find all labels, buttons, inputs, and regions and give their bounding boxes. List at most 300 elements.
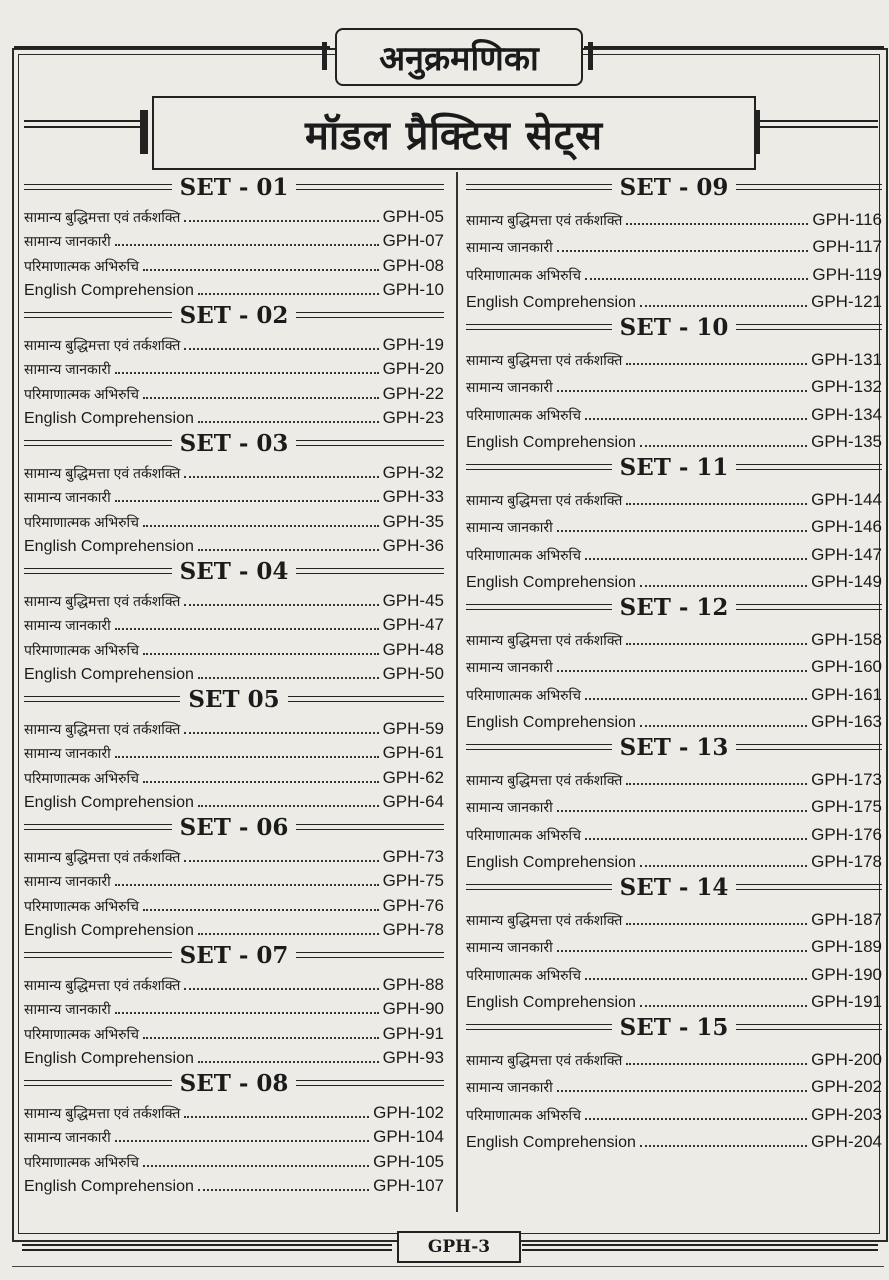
entry-label: परिमाणात्मक अभिरुचि — [24, 769, 140, 786]
dot-leader — [198, 677, 379, 679]
section-banner: मॉडल प्रैक्टिस सेट्स — [152, 96, 756, 170]
set-heading — [466, 732, 882, 762]
toc-entry — [466, 902, 882, 930]
dot-leader — [198, 1061, 379, 1063]
dot-leader — [115, 884, 379, 886]
toc-entry — [466, 257, 882, 285]
dot-leader — [198, 1189, 369, 1191]
dot-leader — [557, 1090, 807, 1092]
set-section — [24, 556, 444, 684]
heading-rule — [736, 884, 882, 890]
entry-page: GPH-149 — [811, 572, 882, 591]
entry-label: परिमाणात्मक अभिरुचि — [24, 1025, 140, 1042]
entry-page: GPH-173 — [811, 769, 882, 789]
heading-rule — [466, 324, 612, 330]
dot-leader — [184, 348, 378, 350]
entry-label: परिमाणात्मक अभिरुचि — [466, 826, 582, 843]
toc-entry — [24, 1019, 444, 1044]
dot-leader — [198, 933, 379, 935]
entry-page: GPH-187 — [811, 909, 882, 929]
set-title: SET - 06 — [179, 813, 289, 841]
entry-label: English Comprehension — [466, 574, 636, 591]
entry-label: सामान्य जानकारी — [24, 489, 111, 505]
entry-page: GPH-119 — [812, 264, 882, 284]
entry-page: GPH-32 — [382, 462, 444, 482]
entry-label: English Comprehension — [24, 1178, 194, 1195]
entry-page: GPH-10 — [382, 280, 444, 299]
entry-label: परिमाणात्मक अभिरुचि — [24, 257, 140, 274]
heading-rule — [736, 1024, 882, 1030]
dot-leader — [640, 305, 807, 307]
entry-page: GPH-158 — [811, 629, 882, 649]
toc-entry — [24, 660, 444, 685]
entry-label: परिमाणात्मक अभिरुचि — [24, 513, 140, 530]
toc-entry — [24, 867, 444, 892]
entry-label: सामान्य जानकारी — [466, 659, 553, 675]
entry-page: GPH-107 — [373, 1176, 444, 1195]
entry-label: सामान्य बुद्धिमत्ता एवं तर्कशक्ति — [24, 592, 181, 609]
page-title: अनुक्रमणिका — [335, 28, 583, 86]
entry-label: सामान्य बुद्धिमत्ता एवं तर्कशक्ति — [24, 720, 181, 737]
toc-entry — [24, 1147, 444, 1172]
toc-entry — [24, 995, 444, 1020]
entry-page: GPH-90 — [382, 999, 444, 1018]
set-section — [24, 1068, 444, 1196]
dot-leader — [184, 1116, 369, 1118]
toc-entry — [466, 342, 882, 370]
toc-entry — [24, 458, 444, 483]
entry-label: सामान्य बुद्धिमत्ता एवं तर्कशक्ति — [466, 771, 623, 788]
entry-label: परिमाणात्मक अभिरुचि — [466, 406, 582, 423]
dot-leader — [557, 530, 807, 532]
toc-entry — [24, 379, 444, 404]
set-heading — [24, 940, 444, 970]
toc-entry — [466, 762, 882, 790]
entry-label: English Comprehension — [24, 282, 194, 299]
dot-leader — [143, 269, 379, 271]
entry-label: सामान्य बुद्धिमत्ता एवं तर्कशक्ति — [24, 336, 181, 353]
entry-label: English Comprehension — [24, 1050, 194, 1067]
toc-entry — [466, 957, 882, 985]
toc-entry — [466, 397, 882, 425]
set-section — [466, 312, 882, 452]
set-title: SET - 07 — [179, 941, 289, 969]
set-title: SET - 03 — [179, 429, 289, 457]
banner-rule-left — [24, 120, 144, 128]
heading-rule — [466, 604, 612, 610]
entry-label: सामान्य जानकारी — [24, 361, 111, 377]
entry-page: GPH-121 — [811, 292, 882, 311]
entry-page: GPH-163 — [811, 712, 882, 731]
toc-entry — [466, 817, 882, 845]
toc-entry — [24, 355, 444, 380]
set-heading — [466, 592, 882, 622]
entry-page: GPH-73 — [382, 846, 444, 866]
set-section — [466, 1012, 882, 1152]
set-title: SET - 10 — [619, 313, 729, 341]
entry-page: GPH-146 — [811, 517, 882, 536]
toc-entry — [466, 230, 882, 258]
heading-rule — [466, 744, 612, 750]
set-heading — [24, 812, 444, 842]
entry-label: English Comprehension — [24, 538, 194, 555]
entry-page: GPH-62 — [382, 767, 444, 787]
heading-rule — [736, 184, 882, 190]
entry-label: सामान्य जानकारी — [466, 799, 553, 815]
set-heading — [24, 556, 444, 586]
entry-label: English Comprehension — [466, 434, 636, 451]
set-heading — [466, 172, 882, 202]
set-section — [466, 872, 882, 1012]
heading-rule — [736, 604, 882, 610]
entry-label: परिमाणात्मक अभिरुचि — [24, 641, 140, 658]
set-heading — [466, 312, 882, 342]
entry-page: GPH-75 — [382, 871, 444, 890]
heading-rule — [466, 184, 612, 190]
heading-rule — [24, 184, 172, 190]
entry-label: English Comprehension — [24, 794, 194, 811]
entry-label: परिमाणात्मक अभिरुचि — [466, 546, 582, 563]
entry-page: GPH-35 — [382, 511, 444, 531]
entry-label: English Comprehension — [24, 666, 194, 683]
set-title: SET - 12 — [619, 593, 729, 621]
toc-entry — [466, 790, 882, 818]
toc-entry — [466, 370, 882, 398]
entry-label: English Comprehension — [24, 922, 194, 939]
dot-leader — [184, 604, 378, 606]
entry-page: GPH-64 — [382, 792, 444, 811]
right-column — [466, 172, 882, 1152]
entry-page: GPH-36 — [382, 536, 444, 555]
entry-label: English Comprehension — [466, 1134, 636, 1151]
heading-rule — [736, 744, 882, 750]
dot-leader — [640, 585, 807, 587]
set-title: SET - 13 — [619, 733, 729, 761]
entry-page: GPH-135 — [811, 432, 882, 451]
toc-entry — [24, 1044, 444, 1069]
toc-entry — [24, 227, 444, 252]
dot-leader — [557, 950, 807, 952]
dot-leader — [184, 988, 378, 990]
heading-rule — [736, 464, 882, 470]
toc-entry — [466, 1097, 882, 1125]
entry-label: सामान्य बुद्धिमत्ता एवं तर्कशक्ति — [24, 464, 181, 481]
toc-entry — [24, 635, 444, 660]
entry-label: सामान्य जानकारी — [24, 873, 111, 889]
toc-entry — [24, 788, 444, 813]
entry-page: GPH-132 — [811, 377, 882, 396]
dot-leader — [585, 838, 807, 840]
toc-entry — [24, 763, 444, 788]
entry-label: सामान्य बुद्धिमत्ता एवं तर्कशक्ति — [24, 208, 181, 225]
entry-page: GPH-203 — [811, 1104, 882, 1124]
entry-label: परिमाणात्मक अभिरुचि — [466, 1106, 582, 1123]
entry-label: सामान्य जानकारी — [466, 239, 553, 255]
dot-leader — [626, 923, 807, 925]
toc-entry — [466, 285, 882, 313]
dot-leader — [115, 1012, 379, 1014]
set-heading — [466, 1012, 882, 1042]
footer-rule-right — [522, 1244, 878, 1251]
dot-leader — [557, 810, 807, 812]
set-title: SET - 11 — [619, 453, 729, 481]
entry-label: English Comprehension — [466, 994, 636, 1011]
toc-entry — [466, 677, 882, 705]
dot-leader — [198, 549, 379, 551]
dot-leader — [198, 293, 379, 295]
toc-entry — [24, 611, 444, 636]
entry-page: GPH-45 — [382, 590, 444, 610]
set-heading — [24, 172, 444, 202]
toc-entry — [24, 916, 444, 941]
dot-leader — [585, 1118, 807, 1120]
toc-entry — [466, 930, 882, 958]
dot-leader — [640, 1005, 807, 1007]
title-rule-left — [14, 46, 330, 49]
toc-entry — [466, 1070, 882, 1098]
heading-rule — [24, 312, 172, 318]
dot-leader — [115, 628, 379, 630]
toc-entry — [24, 739, 444, 764]
set-section — [466, 732, 882, 872]
dot-leader — [626, 223, 808, 225]
heading-rule — [296, 312, 444, 318]
toc-entry — [24, 842, 444, 867]
heading-rule — [296, 184, 444, 190]
entry-label: सामान्य बुद्धिमत्ता एवं तर्कशक्ति — [24, 1104, 181, 1121]
heading-rule — [296, 568, 444, 574]
dot-leader — [557, 670, 807, 672]
set-title: SET 05 — [188, 685, 280, 713]
dot-leader — [143, 525, 379, 527]
page-number: GPH-3 — [397, 1231, 521, 1263]
dot-leader — [184, 732, 378, 734]
entry-label: सामान्य जानकारी — [466, 379, 553, 395]
dot-leader — [115, 372, 379, 374]
heading-rule — [466, 1024, 612, 1030]
toc-entry — [466, 845, 882, 873]
toc-entry — [24, 532, 444, 557]
entry-page: GPH-59 — [382, 718, 444, 738]
heading-rule — [24, 824, 172, 830]
set-section — [24, 684, 444, 812]
entry-label: सामान्य जानकारी — [466, 519, 553, 535]
toc-entry — [24, 1172, 444, 1197]
dot-leader — [198, 421, 379, 423]
set-section — [24, 300, 444, 428]
entry-label: सामान्य बुद्धिमत्ता एवं तर्कशक्ति — [466, 911, 623, 928]
dot-leader — [143, 397, 379, 399]
entry-label: परिमाणात्मक अभिरुचि — [24, 897, 140, 914]
dot-leader — [640, 445, 807, 447]
entry-page: GPH-104 — [373, 1127, 444, 1146]
entry-page: GPH-22 — [382, 383, 444, 403]
entry-label: परिमाणात्मक अभिरुचि — [24, 385, 140, 402]
set-heading — [24, 1068, 444, 1098]
toc-entry — [24, 483, 444, 508]
toc-entry — [466, 622, 882, 650]
entry-page: GPH-160 — [811, 657, 882, 676]
dot-leader — [143, 1037, 379, 1039]
dot-leader — [585, 558, 807, 560]
dot-leader — [585, 978, 807, 980]
entry-label: सामान्य बुद्धिमत्ता एवं तर्कशक्ति — [466, 1051, 623, 1068]
entry-label: परिमाणात्मक अभिरुचि — [24, 1153, 140, 1170]
set-heading — [466, 452, 882, 482]
entry-page: GPH-105 — [373, 1151, 444, 1171]
dot-leader — [640, 865, 807, 867]
entry-page: GPH-191 — [811, 992, 882, 1011]
toc-entry — [24, 586, 444, 611]
dot-leader — [184, 220, 378, 222]
set-section — [24, 172, 444, 300]
entry-label: सामान्य जानकारी — [24, 617, 111, 633]
set-section — [24, 940, 444, 1068]
dot-leader — [143, 653, 379, 655]
entry-page: GPH-91 — [382, 1023, 444, 1043]
title-cap-right — [588, 42, 593, 70]
entry-page: GPH-147 — [811, 544, 882, 564]
set-title: SET - 08 — [179, 1069, 289, 1097]
entry-label: English Comprehension — [466, 294, 636, 311]
set-title: SET - 15 — [619, 1013, 729, 1041]
entry-label: सामान्य जानकारी — [24, 1129, 111, 1145]
toc-entry — [24, 1098, 444, 1123]
toc-entry — [466, 510, 882, 538]
toc-entry — [24, 1123, 444, 1148]
heading-rule — [466, 464, 612, 470]
left-column — [24, 172, 444, 1196]
entry-label: सामान्य बुद्धिमत्ता एवं तर्कशक्ति — [466, 351, 623, 368]
dot-leader — [585, 278, 808, 280]
dot-leader — [143, 909, 379, 911]
entry-page: GPH-131 — [811, 349, 882, 369]
entry-label: सामान्य जानकारी — [24, 1001, 111, 1017]
toc-entry — [24, 202, 444, 227]
entry-page: GPH-175 — [811, 797, 882, 816]
toc-entry — [466, 537, 882, 565]
entry-page: GPH-48 — [382, 639, 444, 659]
heading-rule — [466, 884, 612, 890]
entry-label: सामान्य बुद्धिमत्ता एवं तर्कशक्ति — [24, 976, 181, 993]
heading-rule — [296, 952, 444, 958]
title-rule-right — [584, 46, 884, 49]
set-section — [24, 428, 444, 556]
entry-page: GPH-50 — [382, 664, 444, 683]
entry-label: सामान्य बुद्धिमत्ता एवं तर्कशक्ति — [466, 211, 623, 228]
entry-label: सामान्य बुद्धिमत्ता एवं तर्कशक्ति — [24, 848, 181, 865]
entry-page: GPH-23 — [382, 408, 444, 427]
set-heading — [24, 684, 444, 714]
entry-page: GPH-117 — [812, 237, 882, 256]
entry-page: GPH-116 — [812, 209, 882, 229]
dot-leader — [115, 756, 379, 758]
entry-label: सामान्य बुद्धिमत्ता एवं तर्कशक्ति — [466, 631, 623, 648]
entry-page: GPH-189 — [811, 937, 882, 956]
footer-rule-left — [22, 1244, 392, 1251]
heading-rule — [296, 440, 444, 446]
toc-entry — [466, 650, 882, 678]
entry-page: GPH-78 — [382, 920, 444, 939]
set-section — [24, 812, 444, 940]
dot-leader — [198, 805, 379, 807]
entry-label: परिमाणात्मक अभिरुचि — [466, 266, 582, 283]
entry-page: GPH-08 — [382, 255, 444, 275]
dot-leader — [640, 725, 807, 727]
toc-entry — [24, 330, 444, 355]
set-title: SET - 02 — [179, 301, 289, 329]
entry-label: परिमाणात्मक अभिरुचि — [466, 966, 582, 983]
set-section — [466, 592, 882, 732]
entry-page: GPH-176 — [811, 824, 882, 844]
heading-rule — [24, 952, 172, 958]
toc-entry — [24, 891, 444, 916]
toc-entry — [24, 970, 444, 995]
toc-entry — [466, 565, 882, 593]
entry-page: GPH-134 — [811, 404, 882, 424]
dot-leader — [626, 643, 807, 645]
dot-leader — [184, 860, 378, 862]
heading-rule — [288, 696, 444, 702]
heading-rule — [24, 696, 180, 702]
dot-leader — [557, 390, 807, 392]
entry-label: परिमाणात्मक अभिरुचि — [466, 686, 582, 703]
entry-page: GPH-19 — [382, 334, 444, 354]
entry-label: सामान्य बुद्धिमत्ता एवं तर्कशक्ति — [466, 491, 623, 508]
entry-page: GPH-47 — [382, 615, 444, 634]
dot-leader — [626, 783, 807, 785]
toc-entry — [24, 251, 444, 276]
entry-page: GPH-204 — [811, 1132, 882, 1151]
entry-page: GPH-07 — [382, 231, 444, 250]
entry-page: GPH-102 — [373, 1102, 444, 1122]
set-title: SET - 14 — [619, 873, 729, 901]
toc-entry — [466, 482, 882, 510]
dot-leader — [143, 781, 379, 783]
set-title: SET - 09 — [619, 173, 729, 201]
toc-entry — [24, 276, 444, 301]
banner-bar-left — [140, 110, 148, 154]
dot-leader — [640, 1145, 807, 1147]
dot-leader — [626, 363, 807, 365]
bottom-rule — [12, 1266, 884, 1267]
set-section — [466, 172, 882, 312]
entry-page: GPH-200 — [811, 1049, 882, 1069]
set-heading — [24, 300, 444, 330]
dot-leader — [585, 698, 807, 700]
heading-rule — [24, 568, 172, 574]
toc-entry — [466, 202, 882, 230]
entry-page: GPH-93 — [382, 1048, 444, 1067]
entry-label: सामान्य जानकारी — [24, 233, 111, 249]
toc-entry — [24, 714, 444, 739]
heading-rule — [24, 440, 172, 446]
title-cap-left — [322, 42, 327, 70]
toc-entry — [466, 425, 882, 453]
entry-label: English Comprehension — [24, 410, 194, 427]
entry-label: सामान्य जानकारी — [466, 1079, 553, 1095]
entry-page: GPH-61 — [382, 743, 444, 762]
entry-label: सामान्य जानकारी — [466, 939, 553, 955]
dot-leader — [626, 503, 807, 505]
set-title: SET - 04 — [179, 557, 289, 585]
dot-leader — [115, 244, 379, 246]
entry-label: सामान्य जानकारी — [24, 745, 111, 761]
entry-page: GPH-76 — [382, 895, 444, 915]
toc-entry — [466, 705, 882, 733]
entry-page: GPH-190 — [811, 964, 882, 984]
dot-leader — [115, 500, 379, 502]
